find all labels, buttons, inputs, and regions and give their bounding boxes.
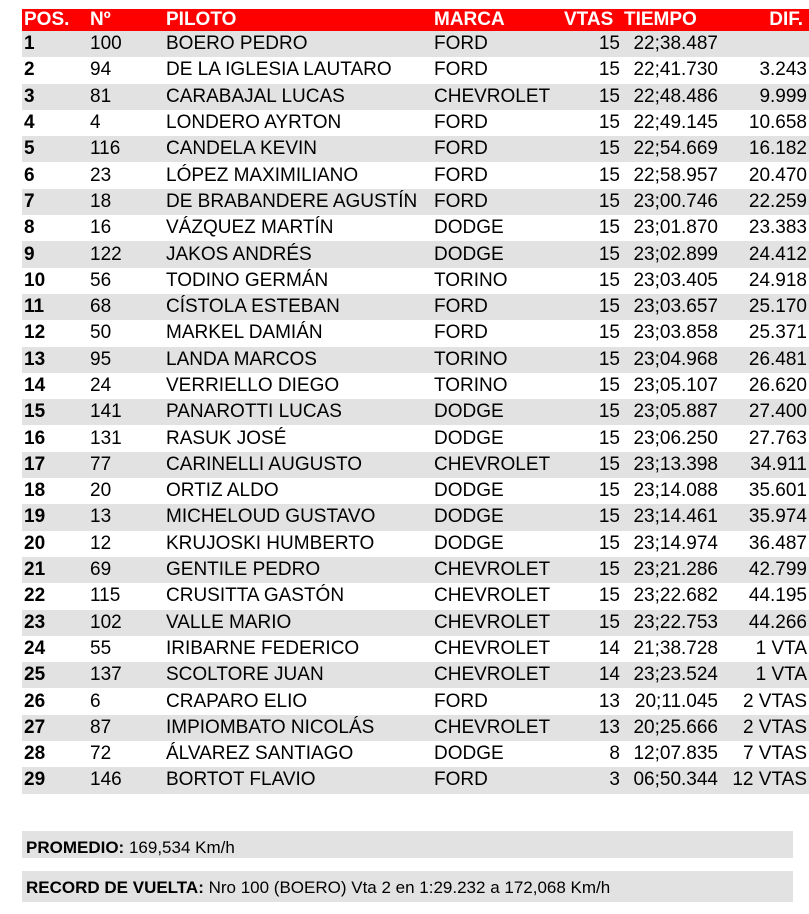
cell-gap: 26.481 [720, 347, 809, 373]
cell-laps: 3 [562, 767, 622, 793]
cell-gap: 27.400 [720, 399, 809, 425]
cell-brand: FORD [432, 31, 562, 57]
cell-driver: BOERO PEDRO [164, 31, 432, 57]
cell-gap: 1 VTA [720, 662, 809, 688]
table-row [22, 767, 809, 793]
cell-laps: 15 [562, 557, 622, 583]
table-row [22, 189, 809, 215]
cell-time: 23;03.858 [633, 322, 718, 344]
cell-pos: 13 [22, 347, 88, 373]
cell-time: 23;13.398 [622, 452, 720, 478]
cell-laps: 15 [562, 610, 622, 636]
cell-time: 21;38.728 [633, 637, 718, 659]
lap-record-value: Nro 100 (BOERO) Vta 2 en 1:29.232 a 172,068 Km/h [203, 878, 611, 897]
cell-brand: DODGE [434, 480, 504, 502]
table-row [22, 741, 809, 767]
cell-number: 55 [90, 637, 112, 659]
table-row [22, 320, 809, 346]
cell-gap: 44.266 [720, 610, 809, 636]
cell-gap: 36.487 [748, 532, 807, 554]
cell-driver: ORTIZ ALDO [166, 480, 279, 502]
cell-number: 95 [88, 347, 164, 373]
cell-number: 20 [90, 480, 112, 502]
cell-number: 69 [88, 557, 164, 583]
header-marca: MARCA [432, 9, 562, 31]
cell-laps: 13 [562, 715, 622, 741]
cell-gap: 27.763 [748, 427, 807, 449]
cell-number: 12 [90, 532, 112, 554]
cell-pos: 8 [24, 217, 35, 239]
table-row [22, 215, 809, 241]
cell-number: 116 [88, 136, 164, 162]
cell-brand: FORD [434, 164, 488, 186]
cell-laps: 15 [562, 399, 622, 425]
cell-laps: 15 [562, 241, 622, 267]
cell-number: 94 [90, 59, 112, 81]
cell-gap: 2 VTAS [720, 715, 809, 741]
cell-brand: DODGE [434, 743, 504, 765]
cell-gap: 7 VTAS [742, 743, 807, 765]
cell-laps: 15 [598, 427, 620, 449]
cell-number: 122 [88, 241, 164, 267]
cell-driver: ÁLVAREZ SANTIAGO [166, 743, 354, 765]
cell-driver: JAKOS ANDRÉS [164, 241, 432, 267]
cell-brand: FORD [432, 294, 562, 320]
cell-laps: 15 [598, 375, 620, 396]
cell-gap [720, 31, 809, 57]
cell-driver: CRUSITTA GASTÓN [166, 585, 345, 607]
cell-time: 23;14.461 [622, 504, 720, 530]
average-speed [22, 831, 793, 858]
cell-pos: 6 [24, 164, 35, 186]
table-row [22, 57, 809, 83]
cell-time: 23;23.524 [622, 662, 720, 688]
cell-time: 23;05.107 [633, 375, 718, 396]
cell-brand: CHEVROLET [434, 585, 551, 607]
cell-laps: 15 [562, 347, 622, 373]
cell-time: 23;03.657 [622, 294, 720, 320]
cell-pos: 15 [22, 399, 88, 425]
cell-pos: 16 [24, 427, 46, 449]
cell-time: 23;21.286 [622, 557, 720, 583]
cell-number: 77 [88, 452, 164, 478]
cell-gap: 35.974 [720, 504, 809, 530]
cell-brand: TORINO [434, 269, 508, 291]
cell-number: 102 [88, 610, 164, 636]
table-row [22, 425, 809, 451]
cell-pos: 4 [24, 112, 35, 134]
cell-brand: CHEVROLET [432, 84, 562, 110]
cell-time: 23;22.682 [633, 585, 718, 607]
cell-number: 115 [90, 585, 121, 607]
cell-gap: 1 VTA [755, 637, 807, 659]
cell-brand: CHEVROLET [432, 452, 562, 478]
cell-pos: 25 [22, 662, 88, 688]
cell-number: 68 [88, 294, 164, 320]
cell-gap: 26.620 [748, 375, 807, 396]
cell-gap: 20.470 [748, 164, 807, 186]
cell-laps: 13 [598, 690, 620, 712]
cell-brand: CHEVROLET [432, 557, 562, 583]
cell-pos: 23 [22, 610, 88, 636]
cell-laps: 15 [598, 217, 620, 239]
table-row [22, 84, 809, 110]
cell-pos: 3 [22, 84, 88, 110]
header-row [22, 9, 809, 31]
cell-driver: CRAPARO ELIO [166, 690, 308, 712]
cell-gap: 25.170 [720, 294, 809, 320]
cell-gap: 25.371 [748, 322, 807, 344]
cell-gap: 10.658 [748, 112, 807, 134]
cell-laps: 14 [562, 662, 622, 688]
header-piloto: PILOTO [164, 9, 432, 31]
table-row [22, 557, 809, 583]
cell-driver: SCOLTORE JUAN [164, 662, 432, 688]
cell-pos: 14 [24, 375, 46, 396]
cell-brand: FORD [434, 59, 488, 81]
cell-number: 4 [90, 112, 101, 134]
cell-gap: 2 VTAS [742, 690, 807, 712]
cell-pos: 18 [24, 480, 46, 502]
cell-pos: 1 [22, 31, 88, 57]
cell-brand: DODGE [434, 427, 504, 449]
cell-pos: 12 [24, 322, 46, 344]
cell-laps: 15 [598, 112, 620, 134]
cell-laps: 8 [609, 743, 620, 765]
cell-time: 22;41.730 [633, 59, 718, 81]
cell-driver: KRUJOSKI HUMBERTO [166, 532, 375, 554]
cell-gap: 34.911 [720, 452, 809, 478]
table-row [22, 478, 809, 504]
cell-driver: DE BRABANDERE AGUSTÍN [164, 189, 432, 215]
cell-driver: RASUK JOSÉ [166, 427, 287, 449]
lap-record [22, 871, 793, 902]
cell-driver: CANDELA KEVIN [164, 136, 432, 162]
cell-number: 137 [88, 662, 164, 688]
cell-time: 20;11.045 [634, 690, 718, 712]
cell-laps: 15 [562, 452, 622, 478]
cell-driver: BORTOT FLAVIO [164, 767, 432, 793]
cell-number: 50 [90, 322, 112, 344]
cell-driver: DE LA IGLESIA LAUTARO [166, 59, 392, 81]
cell-laps: 15 [562, 136, 622, 162]
cell-gap: 3.243 [759, 59, 807, 81]
cell-brand: FORD [434, 322, 488, 344]
table-row [22, 110, 809, 136]
cell-number: 72 [90, 743, 112, 765]
cell-brand: FORD [432, 189, 562, 215]
cell-gap: 23.383 [748, 217, 807, 239]
cell-pos: 19 [22, 504, 88, 530]
cell-time: 23;03.405 [633, 269, 718, 291]
table-row [22, 373, 809, 399]
cell-brand: CHEVROLET [432, 662, 562, 688]
cell-time: 23;14.974 [633, 532, 718, 554]
cell-laps: 15 [562, 84, 622, 110]
cell-gap: 16.182 [720, 136, 809, 162]
table-row [22, 610, 809, 636]
cell-gap: 35.601 [748, 480, 807, 502]
cell-time: 22;38.487 [622, 31, 720, 57]
cell-number: 16 [90, 217, 112, 239]
table-row [22, 583, 809, 609]
average-speed-label: PROMEDIO: [26, 838, 125, 857]
header-dif: DIF. [720, 9, 809, 31]
cell-time: 23;02.899 [622, 241, 720, 267]
cell-number: 131 [90, 427, 122, 449]
cell-driver: TODINO GERMÁN [166, 269, 329, 291]
cell-laps: 15 [562, 294, 622, 320]
cell-pos: 11 [22, 294, 88, 320]
cell-gap: 24.412 [720, 241, 809, 267]
lap-record-label: RECORD DE VUELTA: [26, 878, 204, 897]
cell-pos: 24 [24, 637, 46, 659]
cell-time: 23;05.887 [622, 399, 720, 425]
header-num: Nº [88, 9, 164, 31]
cell-number: 81 [88, 84, 164, 110]
header-vtas: VTAS [562, 9, 622, 31]
cell-laps: 15 [598, 164, 620, 186]
cell-brand: CHEVROLET [432, 715, 562, 741]
cell-brand: DODGE [434, 217, 504, 239]
cell-driver: VALLE MARIO [164, 610, 432, 636]
cell-number: 100 [88, 31, 164, 57]
cell-number: 13 [88, 504, 164, 530]
cell-driver: VERRIELLO DIEGO [166, 375, 340, 396]
cell-time: 22;58.957 [633, 164, 718, 186]
cell-time: 22;48.486 [622, 84, 720, 110]
cell-brand: CHEVROLET [432, 610, 562, 636]
cell-laps: 15 [562, 504, 622, 530]
cell-brand: CHEVROLET [434, 637, 551, 659]
cell-time: 23;01.870 [633, 217, 718, 239]
cell-driver: IRIBARNE FEDERICO [166, 637, 360, 659]
table-row [22, 452, 809, 478]
cell-brand: FORD [434, 112, 488, 134]
cell-laps: 15 [562, 189, 622, 215]
table-row [22, 688, 809, 714]
cell-driver: LÓPEZ MAXIMILIANO [166, 164, 359, 186]
table-row [22, 531, 809, 557]
cell-gap: 22.259 [720, 189, 809, 215]
cell-gap: 9.999 [720, 84, 809, 110]
cell-driver: CÍSTOLA ESTEBAN [164, 294, 432, 320]
cell-time: 06;50.344 [622, 767, 720, 793]
cell-driver: IMPIOMBATO NICOLÁS [164, 715, 432, 741]
cell-pos: 10 [24, 269, 46, 291]
cell-driver: VÁZQUEZ MARTÍN [166, 217, 334, 239]
average-speed-value: 169,534 Km/h [124, 838, 235, 857]
table-row [22, 31, 809, 57]
cell-brand: DODGE [432, 399, 562, 425]
table-row [22, 241, 809, 267]
cell-time: 20;25.666 [622, 715, 720, 741]
cell-pos: 7 [22, 189, 88, 215]
cell-time: 23;06.250 [633, 427, 718, 449]
cell-brand: DODGE [432, 504, 562, 530]
cell-driver: CARABAJAL LUCAS [164, 84, 432, 110]
cell-brand: FORD [432, 767, 562, 793]
table-row [22, 399, 809, 425]
cell-pos: 5 [22, 136, 88, 162]
cell-driver: PANAROTTI LUCAS [164, 399, 432, 425]
cell-brand: FORD [434, 690, 488, 712]
table-row [22, 662, 809, 688]
cell-number: 23 [90, 164, 112, 186]
cell-brand: TORINO [432, 347, 562, 373]
table-row [22, 136, 809, 162]
header-pos: POS. [22, 9, 88, 31]
table-row [22, 715, 809, 741]
cell-driver: LANDA MARCOS [164, 347, 432, 373]
cell-time: 12;07.835 [633, 743, 718, 765]
cell-time: 23;04.968 [622, 347, 720, 373]
cell-time: 22;54.669 [622, 136, 720, 162]
cell-gap: 12 VTAS [720, 767, 809, 793]
cell-pos: 20 [24, 532, 46, 554]
cell-laps: 15 [562, 31, 622, 57]
cell-time: 23;00.746 [622, 189, 720, 215]
cell-pos: 29 [22, 767, 88, 793]
table-row [22, 636, 809, 662]
cell-pos: 21 [22, 557, 88, 583]
cell-number: 56 [90, 269, 112, 291]
cell-laps: 15 [598, 480, 620, 502]
cell-number: 18 [88, 189, 164, 215]
cell-laps: 15 [598, 322, 620, 344]
cell-pos: 26 [24, 690, 46, 712]
cell-brand: FORD [432, 136, 562, 162]
cell-driver: CARINELLI AUGUSTO [164, 452, 432, 478]
cell-number: 6 [90, 690, 101, 712]
cell-pos: 22 [24, 585, 46, 607]
cell-gap: 24.918 [748, 269, 807, 291]
cell-laps: 15 [598, 585, 620, 607]
cell-gap: 42.799 [720, 557, 809, 583]
cell-number: 24 [90, 375, 112, 396]
cell-pos: 27 [22, 715, 88, 741]
cell-time: 23;14.088 [633, 480, 718, 502]
results-body [22, 31, 809, 794]
cell-laps: 15 [598, 532, 620, 554]
table-row [22, 347, 809, 373]
cell-gap: 44.195 [748, 585, 807, 607]
cell-laps: 15 [598, 269, 620, 291]
cell-number: 141 [88, 399, 164, 425]
cell-time: 22;49.145 [633, 112, 718, 134]
cell-brand: DODGE [432, 241, 562, 267]
table-row [22, 294, 809, 320]
cell-driver: GENTILE PEDRO [164, 557, 432, 583]
cell-time: 23;22.753 [622, 610, 720, 636]
cell-laps: 15 [598, 59, 620, 81]
cell-pos: 2 [24, 59, 35, 81]
cell-pos: 17 [22, 452, 88, 478]
cell-driver: MICHELOUD GUSTAVO [164, 504, 432, 530]
cell-number: 87 [88, 715, 164, 741]
cell-number: 146 [88, 767, 164, 793]
results-table [22, 9, 809, 794]
cell-pos: 28 [24, 743, 46, 765]
cell-brand: DODGE [434, 532, 504, 554]
cell-driver: MARKEL DAMIÁN [166, 322, 323, 344]
cell-brand: TORINO [434, 375, 508, 396]
header-tiempo: TIEMPO [622, 9, 720, 31]
cell-pos: 9 [22, 241, 88, 267]
table-row [22, 162, 809, 188]
table-row [22, 504, 809, 530]
cell-driver: LONDERO AYRTON [166, 112, 342, 134]
table-row [22, 268, 809, 294]
cell-laps: 14 [598, 637, 620, 659]
